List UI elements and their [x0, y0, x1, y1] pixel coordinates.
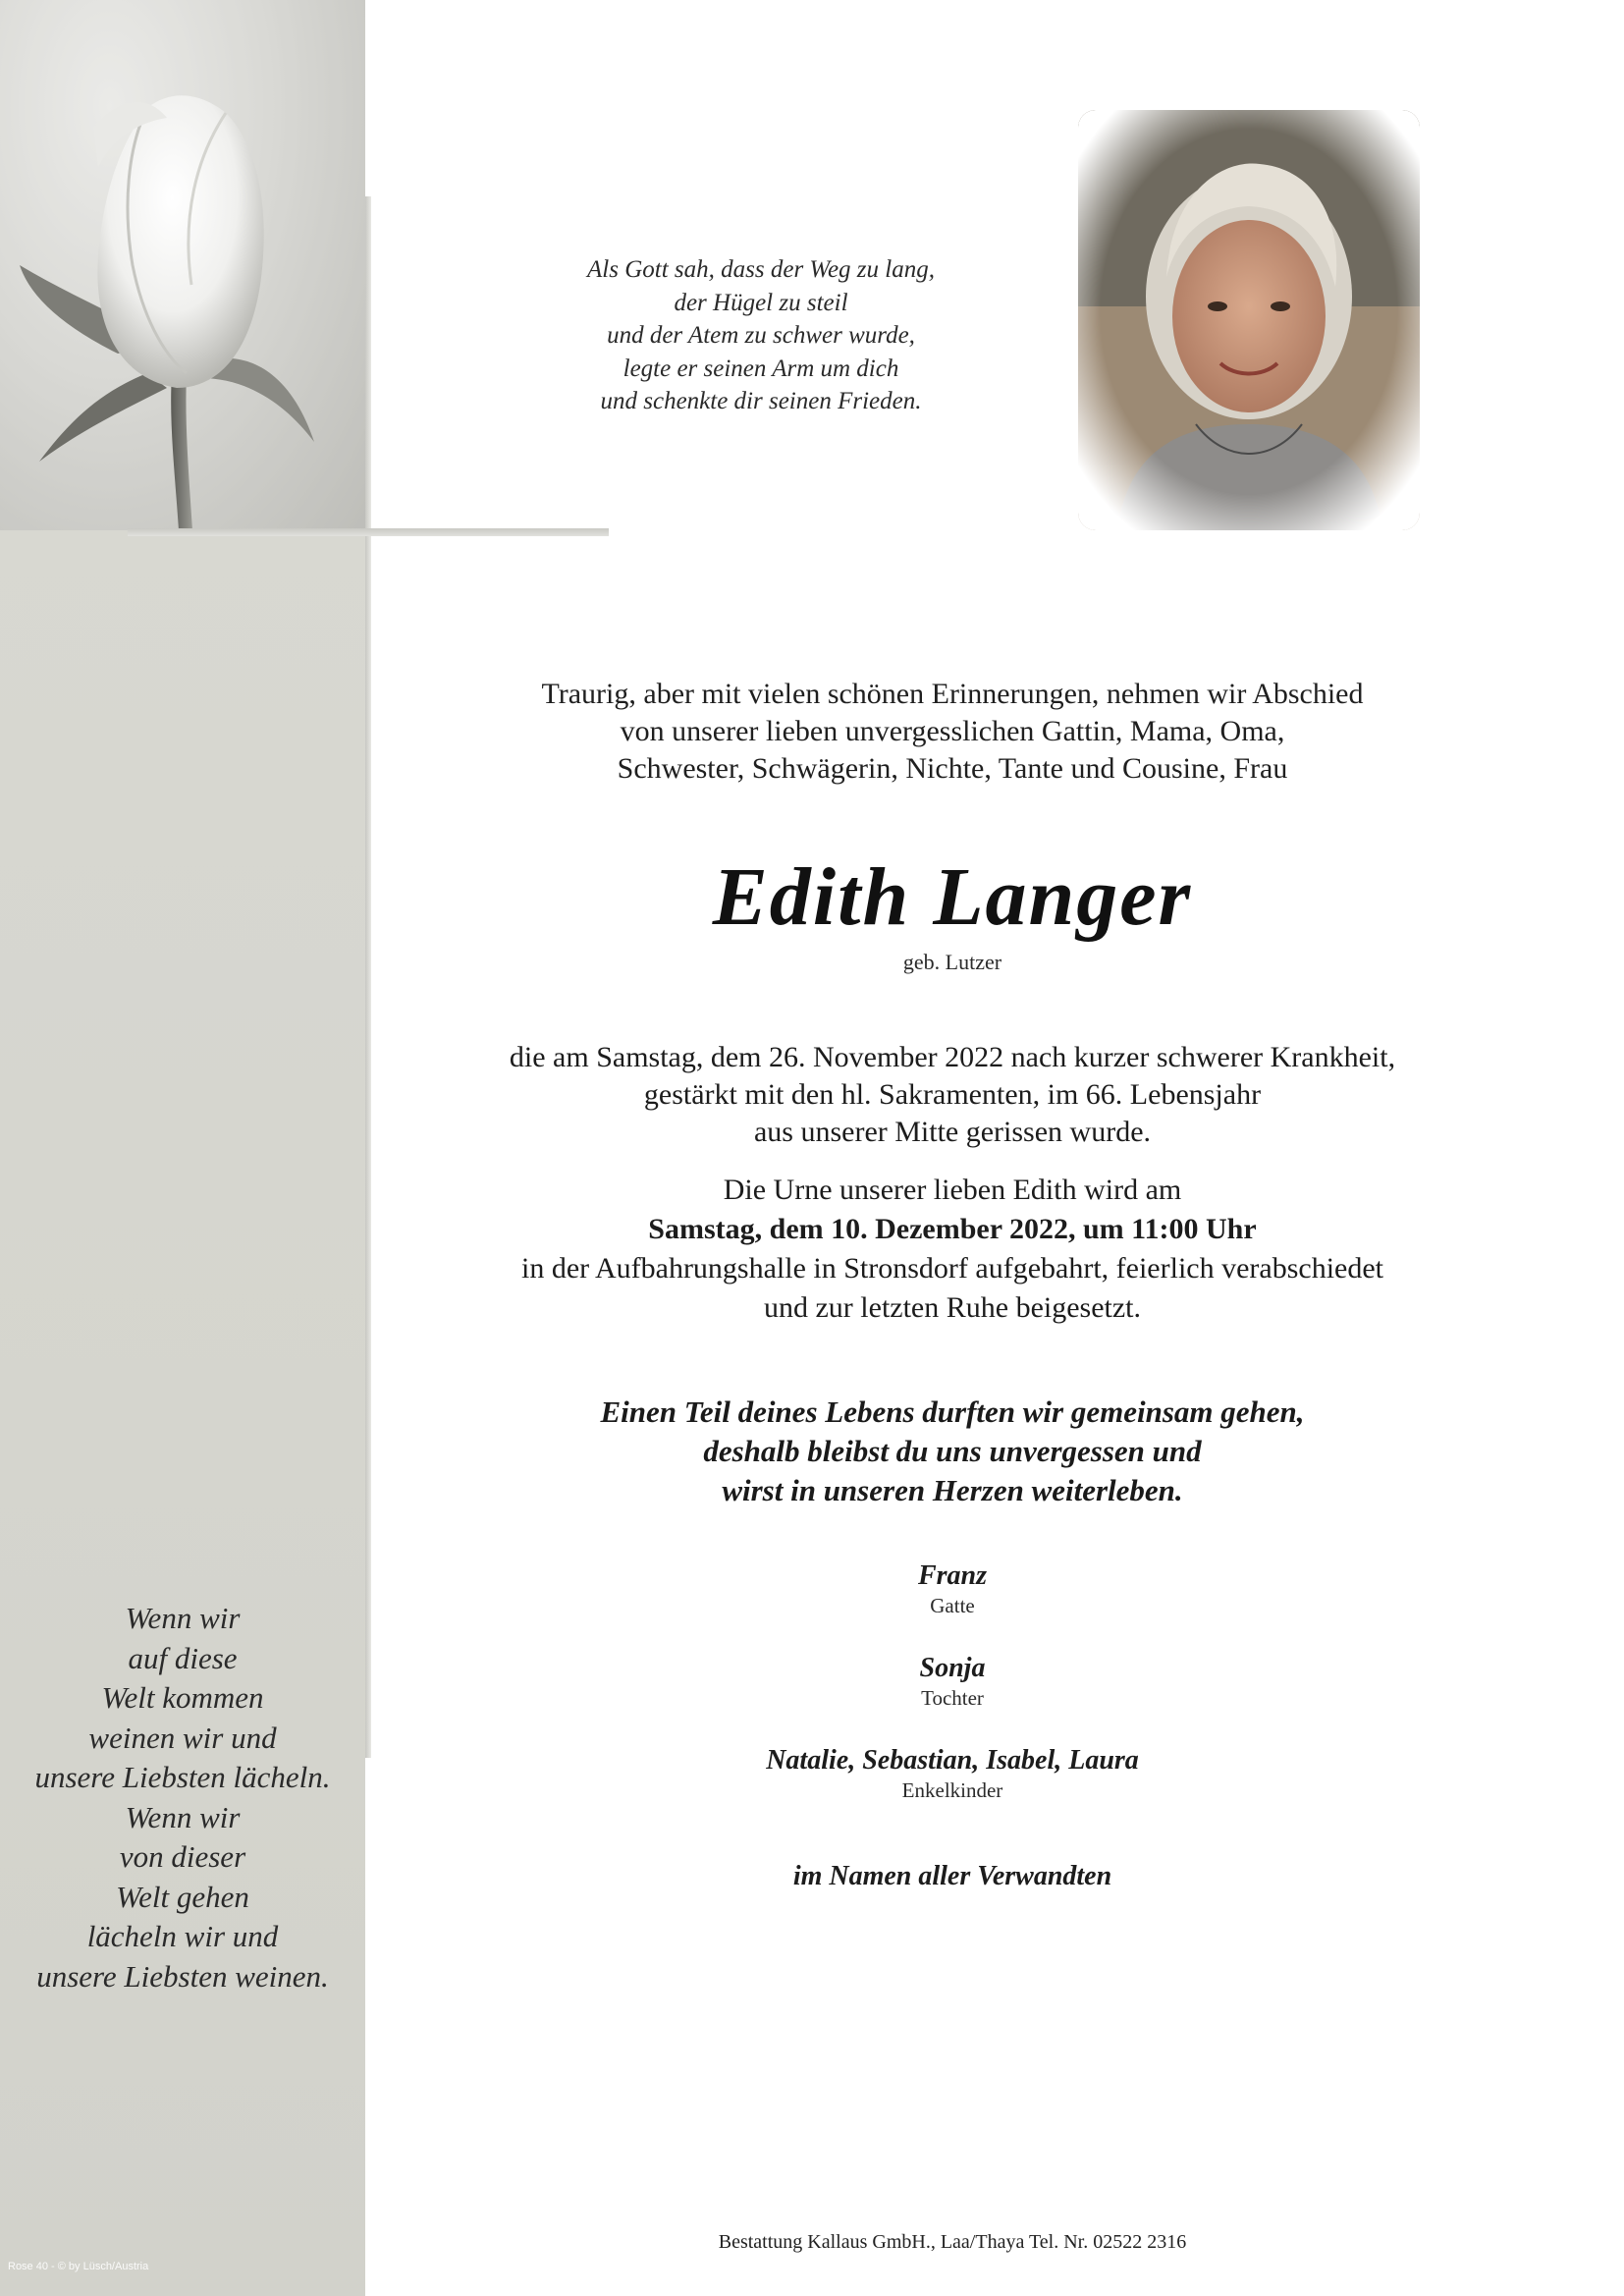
mourner-name: Franz [917, 1560, 988, 1591]
white-rose-image [0, 0, 365, 530]
side-verse-line: unsere Liebsten weinen. [36, 1958, 329, 1994]
side-verse-line: unsere Liebsten lächeln. [34, 1760, 331, 1794]
top-verse [530, 253, 992, 418]
mourner-name: Sonja [919, 1653, 986, 1683]
image-credit: Rose 40 - © by Lüsch/Austria [8, 2261, 149, 2272]
funeral-home-footer: Bestattung Kallaus GmbH., Laa/Thaya Tel. Nr. 02522 2316 [718, 2231, 1187, 2253]
intro-line: von unserer lieben unvergesslichen Gattin, Mama, Oma, [620, 715, 1285, 747]
funeral-details [393, 1171, 1512, 1328]
side-verse-line: weinen wir und [88, 1720, 277, 1755]
side-verse-line: Welt gehen [116, 1879, 249, 1914]
side-verse-line: Welt kommen [101, 1680, 264, 1715]
urn-line: und zur letzten Ruhe beigesetzt. [763, 1291, 1142, 1324]
urn-line: in der Aufbahrungshalle in Stronsdorf aufgebahrt, feierlich verabschiedet [520, 1252, 1384, 1285]
intro-line: Schwester, Schwägerin, Nichte, Tante und Cousine, Frau [617, 752, 1288, 785]
side-verse-line: von dieser [119, 1839, 246, 1874]
intro-text [393, 676, 1512, 788]
verse-line: legte er seinen Arm um dich [623, 355, 899, 382]
verse-line: der Hügel zu steil [674, 289, 848, 316]
mourners-list [589, 1559, 1316, 1836]
side-verse-line: Wenn wir [125, 1601, 241, 1635]
sidebar-verse [0, 1599, 365, 1996]
verse-line: Als Gott sah, dass der Weg zu lang, [587, 256, 935, 283]
intro-line: Traurig, aber mit vielen schönen Erinnerungen, nehmen wir Abschied [541, 678, 1364, 710]
mourner-role: Gatte [930, 1594, 975, 1617]
urn-line: Die Urne unserer lieben Edith wird am [723, 1174, 1182, 1206]
quote-line: deshalb bleibst du uns unvergessen und [703, 1434, 1202, 1468]
verse-line: und der Atem zu schwer wurde, [607, 322, 915, 349]
horizontal-divider-line [128, 528, 609, 536]
quote-line: wirst in unseren Herzen weiterleben. [722, 1473, 1183, 1507]
mourner-role: Enkelkinder [901, 1778, 1003, 1802]
vertical-divider-line [365, 196, 371, 1758]
maiden-name: geb. Lutzer [902, 950, 1002, 974]
death-line: die am Samstag, dem 26. November 2022 nach kurzer schwerer Krankheit, [509, 1041, 1396, 1073]
closing-line: im Namen aller Verwandten [792, 1861, 1112, 1891]
death-notice [393, 1039, 1512, 1151]
funeral-date: Samstag, dem 10. Dezember 2022, um 11:00 Uhr [648, 1213, 1257, 1245]
deceased-name: Edith Langer [712, 851, 1193, 943]
side-verse-line: lächeln wir und [86, 1919, 279, 1953]
death-line: gestärkt mit den hl. Sakramenten, im 66. Lebensjahr [643, 1078, 1262, 1111]
memorial-quote [442, 1393, 1463, 1510]
verse-line: und schenkte dir seinen Frieden. [600, 388, 922, 414]
death-line: aus unserer Mitte gerissen wurde. [753, 1116, 1152, 1148]
side-verse-line: auf diese [128, 1640, 238, 1675]
quote-line: Einen Teil deines Lebens durften wir gemeinsam gehen, [600, 1394, 1305, 1429]
side-verse-line: Wenn wir [125, 1799, 241, 1834]
mourner-role: Tochter [921, 1686, 984, 1710]
mourner-name: Natalie, Sebastian, Isabel, Laura [766, 1745, 1139, 1776]
portrait-photo [1078, 110, 1420, 530]
